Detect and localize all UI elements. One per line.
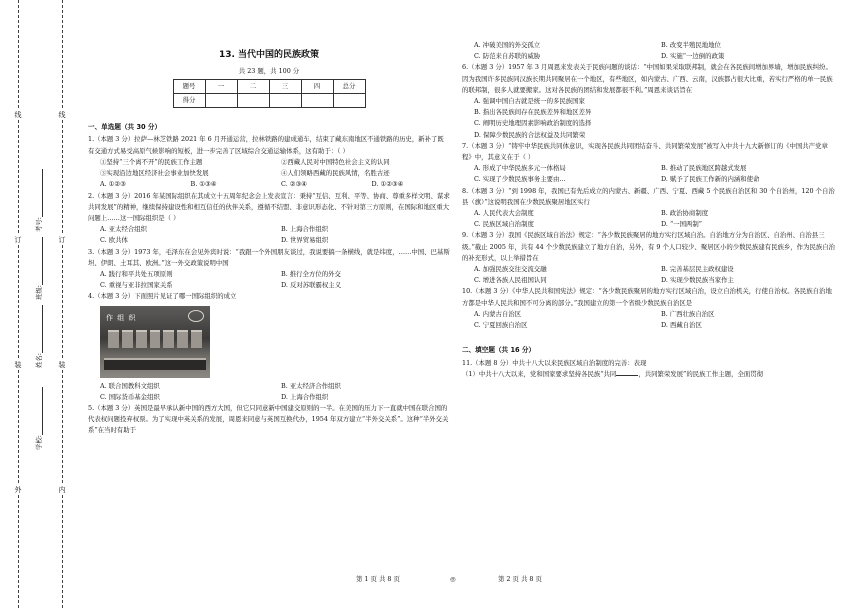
school-field[interactable] — [34, 387, 45, 450]
footer-page-left: 第 1 页 共 8 页 — [356, 575, 400, 583]
question-8-options — [462, 208, 836, 230]
question-10-options — [462, 309, 836, 331]
option-c[interactable]: C. 宁夏回族自治区 — [474, 321, 528, 330]
option-a[interactable]: A. 内蒙古自治区 — [474, 309, 522, 318]
page-title: 13. 当代中国的民族政策 — [218, 50, 320, 60]
option-b[interactable]: B. 完善基层民主政权建设 — [661, 265, 734, 274]
outer-mark-line: 线 — [14, 111, 22, 119]
section-heading-single-choice: 一、单选题（共 30 分） — [88, 122, 162, 131]
name-label: 姓名: — [35, 353, 43, 368]
score-cell: 二 — [237, 79, 269, 93]
score-input-cell[interactable] — [301, 93, 333, 107]
question-11-part-1-text: （1）中共十八大以来，党和国家要求坚持各民族“共同 — [462, 370, 617, 379]
binding-margin — [0, 0, 78, 608]
question-9: 9.（本题 3 分）我国《民族区域自治法》规定：“各少数民族聚居的地方实行区域自治。自治地方分为自治区、自治州、自治县三级。”截止 2005 年，共有 44 个少数民族建立了地方自治，另外，有 9 个人口较少、聚居区小的少数民族建有民族乡，作为民族自治的补充形式，以上举措旨在 — [462, 231, 836, 262]
score-input-cell[interactable] — [237, 93, 269, 107]
question-3-options — [88, 269, 450, 291]
option-c[interactable]: C. ②③④ — [281, 180, 307, 189]
option-b[interactable]: B. ①③④ — [190, 180, 217, 189]
question-7: 7.（本题 3 分）“铸牢中华民族共同体意识，实现各民族共同团结奋斗、共同繁荣发展”被写入中共十九大新修订的《中国共产党章程》中，其意义在于（ ） — [462, 141, 828, 162]
question-7-options — [462, 163, 836, 185]
option-b[interactable]: B. 改变半殖民地地位 — [661, 41, 721, 49]
option-c[interactable]: C. 欧共体 — [100, 236, 128, 245]
question-11-part-1-text-cont: ，共同繁荣发展”的民族工作主题，全面贯彻 — [638, 370, 764, 379]
question-3: 3.（本题 3 分）1973 年，毛泽东在会见外宾时说：“我跟一个外国朋友谈过，我说要搞一条横线，就是纬度，……中国、巴基斯坦、伊朗、土耳其、欧洲。”这一外交政策说明中国 — [88, 247, 450, 267]
question-9-options — [462, 264, 836, 286]
question-1-statements — [88, 157, 450, 179]
option-c[interactable]: C. 重视与亚非拉国家关系 — [100, 281, 173, 290]
option-a[interactable]: A. 强调中国自古就是统一的多民族国家 — [474, 97, 585, 106]
inner-mark-pack: 装 — [58, 361, 66, 369]
fill-blank[interactable] — [616, 369, 638, 376]
statement: ①坚持“三个离不开”的民族工作主题 — [100, 157, 203, 166]
school-label: 学校: — [35, 435, 43, 450]
class-label: 班级: — [35, 285, 43, 300]
question-11-part-1 — [462, 369, 836, 380]
statement: ④人们领略西藏的民族风情，名胜古迹 — [281, 169, 390, 178]
conference-photo — [100, 306, 210, 378]
inner-dashed-line — [62, 0, 63, 608]
option-d[interactable]: D. 反对苏联霸权主义 — [281, 281, 342, 290]
option-a[interactable]: A. 形成了中华民族多元一体格局 — [474, 164, 566, 173]
score-table-header-row — [173, 79, 365, 93]
question-5: 5.（本题 3 分）英国是最早承认新中国的西方大国，但它只同意新中国建交原则的一半。在美国的压力下一直就中国在联合国的代表权问题投弃权票。为了实现中英关系的发展，周恩来同意与英国互换代办，1954 年双方建立“半外交关系”。这种“半外交关系”在当时有助于 — [88, 403, 449, 435]
page-subtitle: 共 23 题，共 100 分 — [238, 66, 300, 75]
score-input-cell[interactable] — [269, 93, 301, 107]
outer-mark-outside: 外 — [14, 486, 22, 494]
outer-mark-pack: 装 — [14, 361, 22, 369]
score-cell: 总分 — [333, 79, 365, 93]
option-b[interactable]: B. 推动了民族地区跨越式发展 — [661, 164, 747, 173]
option-b[interactable]: B. 亚太经济合作组织 — [281, 381, 341, 390]
option-b[interactable]: B. 推行全方位的外交 — [281, 269, 341, 278]
question-6: 6.（本题 3 分）1957 年 3 月周恩来发表关于民族问题的谈话：“中国如果采取联邦制，就会在各民族间增加界墙，增加民族纠纷。因为我国许多民族同汉族长期共同聚居在一个地区，有些地区，如内蒙古、广西、云南，汉族都占很大比重，若实行严格的单一民族的联邦制，很多人就要搬家。这对各民族的团结和发展都很不利。”周恩来谈话旨在 — [462, 63, 833, 94]
inner-mark-inside: 内 — [58, 486, 66, 494]
right-column — [462, 40, 836, 380]
score-cell: 三 — [269, 79, 301, 93]
class-field[interactable] — [34, 237, 45, 300]
option-c[interactable]: C. 增进各族人民祖国认同 — [474, 276, 547, 285]
question-5-options — [462, 40, 836, 62]
conference-desk — [104, 358, 206, 370]
option-b[interactable]: B. 指出各民族间存在民族差异和地区差异 — [474, 108, 592, 117]
question-1: 1.（本题 3 分）拉萨—林芝铁路 2021 年 6 月开通运营，拉林铁路的建成通车，结束了藏东南地区不通铁路的历史，新补了既有交通方式易受高原气候影响的短板，进一步完善了区域综合交通运输体系，这有助于：（ ） — [88, 135, 444, 155]
footer-center-mark-icon: ◎ — [450, 575, 456, 583]
inner-mark-bind: 订 — [58, 236, 66, 244]
score-input-cell[interactable] — [205, 93, 237, 107]
option-d[interactable]: D. 实施“一边倒的政策 — [661, 52, 725, 61]
score-cell: 得分 — [173, 93, 205, 107]
score-cell: 题号 — [173, 79, 205, 93]
exam-number-field[interactable] — [34, 169, 45, 232]
option-d[interactable]: D. 保障少数民族的合法权益及共同繁荣 — [474, 130, 586, 139]
section-heading-fill-blank: 二、填空题（共 16 分） — [462, 346, 536, 355]
option-a[interactable]: A. 冲破美国的外交孤立 — [474, 41, 541, 49]
option-a[interactable]: A. ①②③ — [100, 180, 126, 189]
option-d[interactable]: D. “一国两制” — [661, 220, 703, 229]
option-a[interactable]: A. 加强民族交往交流交融 — [474, 265, 547, 274]
option-d[interactable]: D. 赋予了民族工作新的内涵和使命 — [661, 175, 760, 184]
option-d[interactable]: D. 世界贸易组织 — [281, 236, 329, 245]
question-8: 8.（本题 3 分）“到 1998 年，我国已有先后成立的内蒙古、新疆、广西、宁夏、西藏 5 个民族自治区和 30 个自治州，120 个自治县（旗）”这说明我国在少数民族聚居地区实行 — [462, 186, 835, 206]
score-table — [173, 79, 366, 108]
option-a[interactable]: A. 人民代表大会制度 — [474, 209, 534, 218]
option-c[interactable]: C. 国际货币基金组织 — [100, 392, 160, 401]
inner-mark-line: 线 — [58, 111, 66, 119]
outer-mark-bind: 订 — [14, 236, 22, 244]
option-c[interactable]: C. 民族区域自治制度 — [474, 220, 534, 229]
question-10: 10.（本题 3 分）《中华人民共和国宪法》规定：“各少数民族聚居的地方实行区域自治，设立自治机关，行使自治权。各民族自治地方都是中华人民共和国不可分离的部分。”我国建立的第一个省级少数民族自治区是 — [462, 287, 832, 307]
exam-number-label: 考号: — [35, 217, 43, 232]
option-c[interactable]: C. 防范来自苏联的威胁 — [474, 52, 541, 61]
question-2-options — [88, 224, 450, 246]
option-b[interactable]: B. 上海合作组织 — [281, 225, 329, 234]
option-a[interactable]: A. 亚太经合组织 — [100, 225, 148, 234]
question-6-options — [462, 96, 836, 141]
question-11: 11.（本题 8 分）中共十八大以来民族区域自治制度的完善：表现 — [462, 358, 647, 367]
option-b[interactable]: B. 广西壮族自治区 — [661, 309, 715, 318]
statement: ③实现沿边地区经济社会事业加快发展 — [100, 169, 209, 178]
option-d[interactable]: D. 西藏自治区 — [661, 321, 702, 330]
question-1-options — [88, 179, 450, 190]
statement: ②西藏人民对中国特色社会主义的认同 — [281, 157, 390, 166]
question-2: 2.（本题 3 分）2016 年某国际组织在其成立十五周年纪念会上发表宣言：秉持“互信、互利、平等、协商、尊重多样文明、谋求共同发展”的精神，继续保持建设性和相互信任的伙伴关系，遵循不结盟、非意识形态化、不针对第三方原则，在国际和地区重大问题上……这一国际组织是（ ） — [88, 191, 450, 222]
option-b[interactable]: B. 政治协商制度 — [661, 209, 709, 218]
footer-page-right: 第 2 页 共 8 页 — [498, 575, 542, 583]
option-c[interactable]: C. 实现了少数民族事务主要由… — [474, 175, 566, 184]
option-a[interactable]: A. 联合国教科文组织 — [100, 381, 160, 390]
option-d[interactable]: D. 实现少数民族当家作主 — [661, 276, 734, 285]
score-cell: 四 — [301, 79, 333, 93]
option-d[interactable]: D. ①②③④ — [371, 180, 404, 189]
outer-dashed-line — [18, 0, 19, 608]
flags-row — [108, 330, 202, 348]
left-column — [88, 40, 450, 437]
option-a[interactable]: A. 践行和平共处五项原则 — [100, 269, 173, 278]
question-4: 4.（本题 3 分）下面照片见证了哪一国际组织的成立 — [88, 292, 237, 301]
organization-logo-icon — [188, 310, 204, 322]
score-input-cell[interactable] — [333, 93, 365, 107]
question-4-options — [88, 381, 450, 403]
name-field[interactable] — [34, 305, 45, 368]
option-c[interactable]: C. 阐明历史地理因素影响政治制度的选择 — [474, 119, 592, 128]
score-table-score-row — [173, 93, 365, 107]
option-d[interactable]: D. 上海合作组织 — [281, 392, 329, 401]
score-cell: 一 — [205, 79, 237, 93]
photo-banner-text: 作 组 织 — [106, 313, 137, 322]
